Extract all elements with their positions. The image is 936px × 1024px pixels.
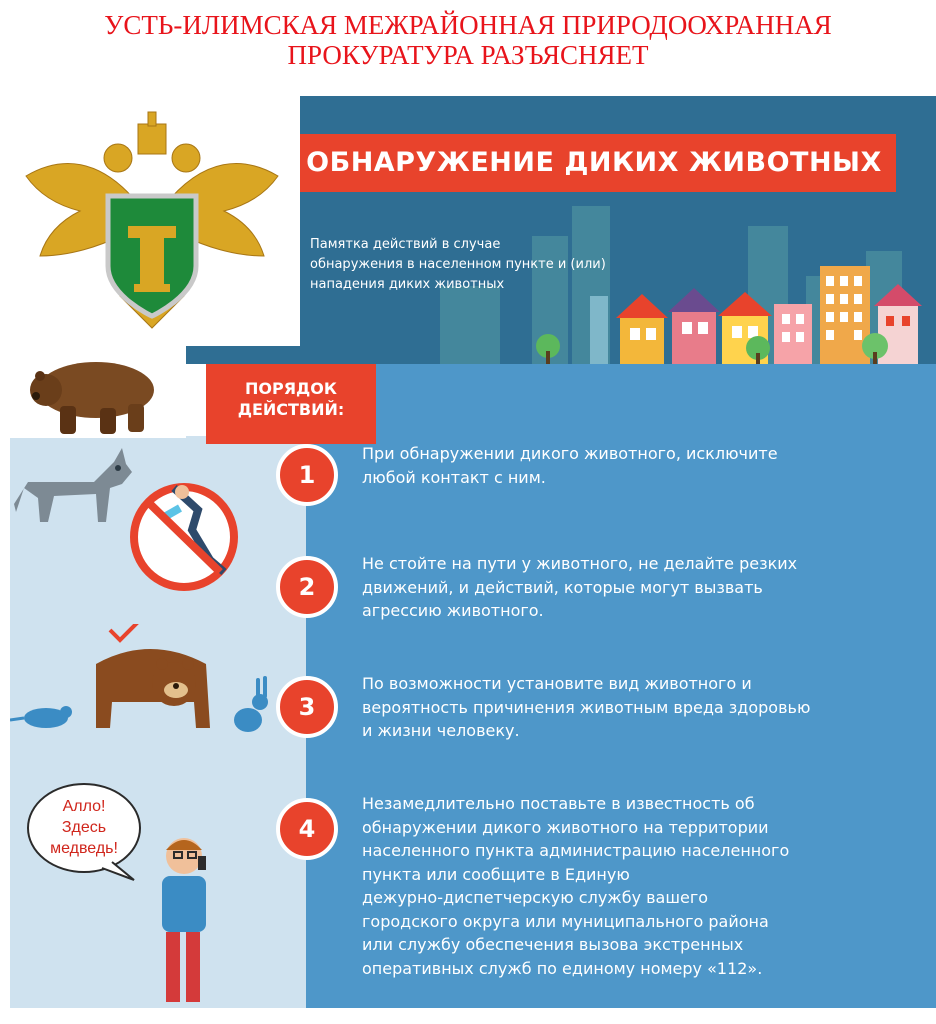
checkmark-icon: [110, 624, 138, 640]
step-number-3: 3: [276, 676, 338, 738]
speech-line: Здесь: [61, 819, 107, 836]
step-line: вероятность причинения животным вреда здоровью: [362, 697, 811, 717]
prosecutor-emblem-icon: [0, 96, 300, 346]
step-line: движений, и действий, которые могут вызвать: [362, 577, 763, 597]
bear-photo-area: [0, 346, 186, 438]
step-text-3: [362, 672, 912, 743]
title-line-1: УСТЬ-ИЛИМСКАЯ МЕЖРАЙОННАЯ ПРИРОДООХРАННАЯ: [104, 10, 832, 40]
order-title-line-2: ДЕЙСТВИЙ:: [237, 400, 345, 419]
step-line: оперативных служб по единому номеру «112».: [362, 958, 763, 978]
speech-line: медведь!: [50, 840, 118, 857]
order-of-actions-badge: [206, 364, 376, 444]
step-line: дежурно-диспетчерскую службу вашего: [362, 888, 709, 907]
step-line: агрессию животного.: [362, 601, 544, 620]
step-line: При обнаружении дикого животного, исключите: [362, 444, 778, 463]
phone-man-icon: [140, 830, 230, 1006]
brown-bear-icon: [0, 346, 186, 438]
step-line: любой контакт с ним.: [362, 467, 546, 487]
step-1-illustration: [14, 442, 294, 592]
step-line: обнаружении дикого животного на территории: [362, 817, 769, 837]
step-line: и жизни человеку.: [362, 721, 520, 740]
step-line: или службу обеспечения вызова экстренных: [362, 935, 744, 954]
step-line: населенного пункта администрацию населенного: [362, 841, 790, 860]
title-line-2: ПРОКУРАТУРА РАЗЪЯСНЯЕТ: [287, 40, 649, 70]
rabbit-icon: [234, 676, 268, 732]
step-line: По возможности установите вид животного и: [362, 674, 752, 693]
step-text-2: [362, 552, 912, 623]
step-number-1: 1: [276, 444, 338, 506]
bear-icon: [96, 649, 210, 728]
speech-bubble-text: [22, 796, 146, 859]
speech-line: Алло!: [62, 798, 106, 815]
poster-subtitle: [310, 235, 670, 295]
order-title-line-1: ПОРЯДОК: [245, 379, 337, 398]
poster-headline: ОБНАРУЖЕНИЕ ДИКИХ ЖИВОТНЫХ: [292, 134, 896, 192]
infographic-poster: [0, 96, 936, 1014]
prohibited-person-icon: [134, 485, 234, 587]
wolf-icon: [14, 448, 132, 522]
step-line: пункта или сообщите в Единую: [362, 864, 630, 884]
emblem-area: [0, 96, 300, 346]
subtitle-line: обнаружения в населенном пункте и (или): [310, 257, 606, 272]
document-title: [0, 10, 936, 70]
step-number-4: 4: [276, 798, 338, 860]
mouse-icon: [10, 706, 72, 728]
step-number-2: 2: [276, 556, 338, 618]
step-text-1: [362, 442, 912, 489]
step-line: городского округа или муниципального района: [362, 911, 769, 931]
step-3-illustration: [10, 624, 300, 754]
bottom-strip: [0, 1008, 936, 1014]
step-line: Незамедлительно поставьте в известность об: [362, 794, 755, 813]
subtitle-line: Памятка действий в случае: [310, 237, 501, 252]
step-text-4: [362, 792, 912, 980]
subtitle-line: нападения диких животных: [310, 277, 505, 292]
step-line: Не стойте на пути у животного, не делайте резких: [362, 554, 798, 573]
